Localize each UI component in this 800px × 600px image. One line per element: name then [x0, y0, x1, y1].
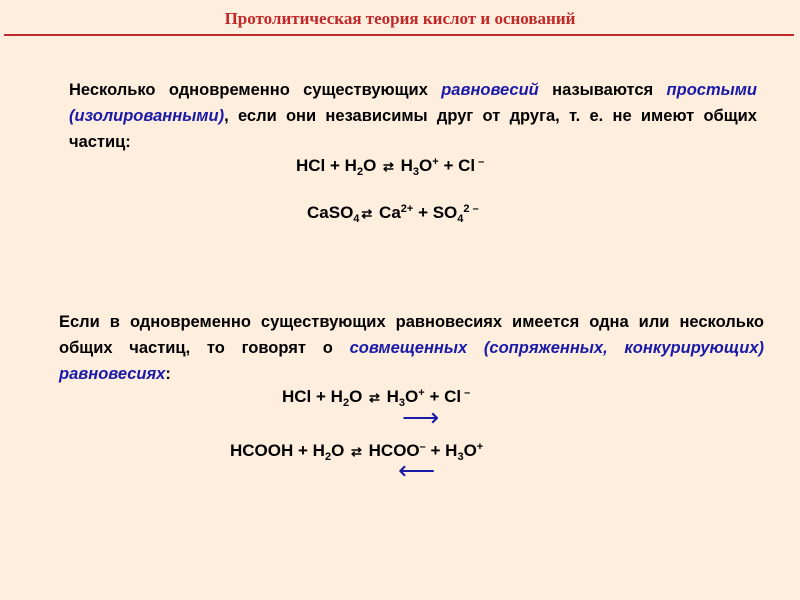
- text: , если они независимы друг от друга, т. е. не имеют общих частиц:: [69, 107, 757, 151]
- eq-part: + Cl: [424, 387, 462, 406]
- eq-sub: 2: [342, 397, 350, 409]
- eq-part: HCl + H: [296, 156, 357, 175]
- eq-part: O: [363, 156, 382, 175]
- eq-part: CaSO: [307, 203, 354, 222]
- equilibrium-arrow-icon: ⇄: [369, 390, 380, 405]
- eq-sup: –: [475, 156, 485, 168]
- arrow-right-icon: ⟶: [402, 402, 440, 432]
- highlight-term: простыми (изолированными): [69, 81, 757, 125]
- eq-part: H: [395, 156, 413, 175]
- arrow-left-icon: ⟵: [398, 455, 436, 485]
- text: Несколько одновременно существующих: [69, 81, 442, 99]
- equation-hcl-water: [296, 156, 484, 176]
- eq-part: + SO: [413, 203, 458, 222]
- eq-part: H: [381, 387, 399, 406]
- page-title: Протолитическая теория кислот и оснований: [224, 9, 576, 28]
- eq-sub: 2: [324, 451, 332, 463]
- paragraph-coupled-equilibria: [59, 309, 764, 387]
- eq-sup: +: [432, 156, 439, 168]
- equation-caso4: [307, 203, 479, 223]
- eq-part: O: [349, 387, 368, 406]
- equation-formic-acid: [230, 441, 483, 461]
- eq-sup: 2 –: [463, 203, 479, 215]
- text: называются: [538, 81, 667, 99]
- eq-sub: 2: [356, 166, 364, 178]
- highlight-term: совмещенных (сопряженных, конкурирующих) равновесиях: [59, 339, 764, 383]
- eq-part: Ca: [374, 203, 401, 222]
- title-divider: [4, 34, 794, 36]
- highlight-term: равновесий: [441, 81, 539, 99]
- eq-sub: 4: [353, 213, 360, 225]
- eq-part: + H: [425, 441, 458, 460]
- eq-part: HCl + H: [282, 387, 343, 406]
- eq-part: O: [419, 156, 433, 175]
- eq-part: + Cl: [438, 156, 476, 175]
- equilibrium-arrow-icon: ⇄: [361, 206, 373, 221]
- eq-sub: 4: [457, 213, 464, 225]
- eq-sup: –: [419, 441, 426, 453]
- equation-hcl-water-2: [282, 387, 470, 407]
- eq-part: O: [405, 387, 419, 406]
- eq-sup: +: [418, 387, 425, 399]
- eq-sub: 3: [398, 397, 406, 409]
- eq-sup: –: [461, 387, 471, 399]
- eq-part: HCOOH + H: [230, 441, 325, 460]
- eq-sup: +: [476, 441, 484, 453]
- eq-part: O: [463, 441, 477, 460]
- text: Если в одновременно существующих равновесиях имеется одна или несколько общих частиц, то говорят о: [59, 313, 764, 357]
- eq-part: HCOO: [363, 441, 420, 460]
- eq-sub: 3: [457, 451, 464, 463]
- text: :: [165, 365, 171, 383]
- eq-part: O: [331, 441, 350, 460]
- paragraph-simple-equilibria: [69, 77, 757, 155]
- equilibrium-arrow-icon: ⇄: [351, 444, 362, 459]
- eq-sub: 3: [412, 166, 420, 178]
- equilibrium-arrow-icon: ⇄: [383, 159, 394, 174]
- eq-sup: 2+: [400, 203, 414, 215]
